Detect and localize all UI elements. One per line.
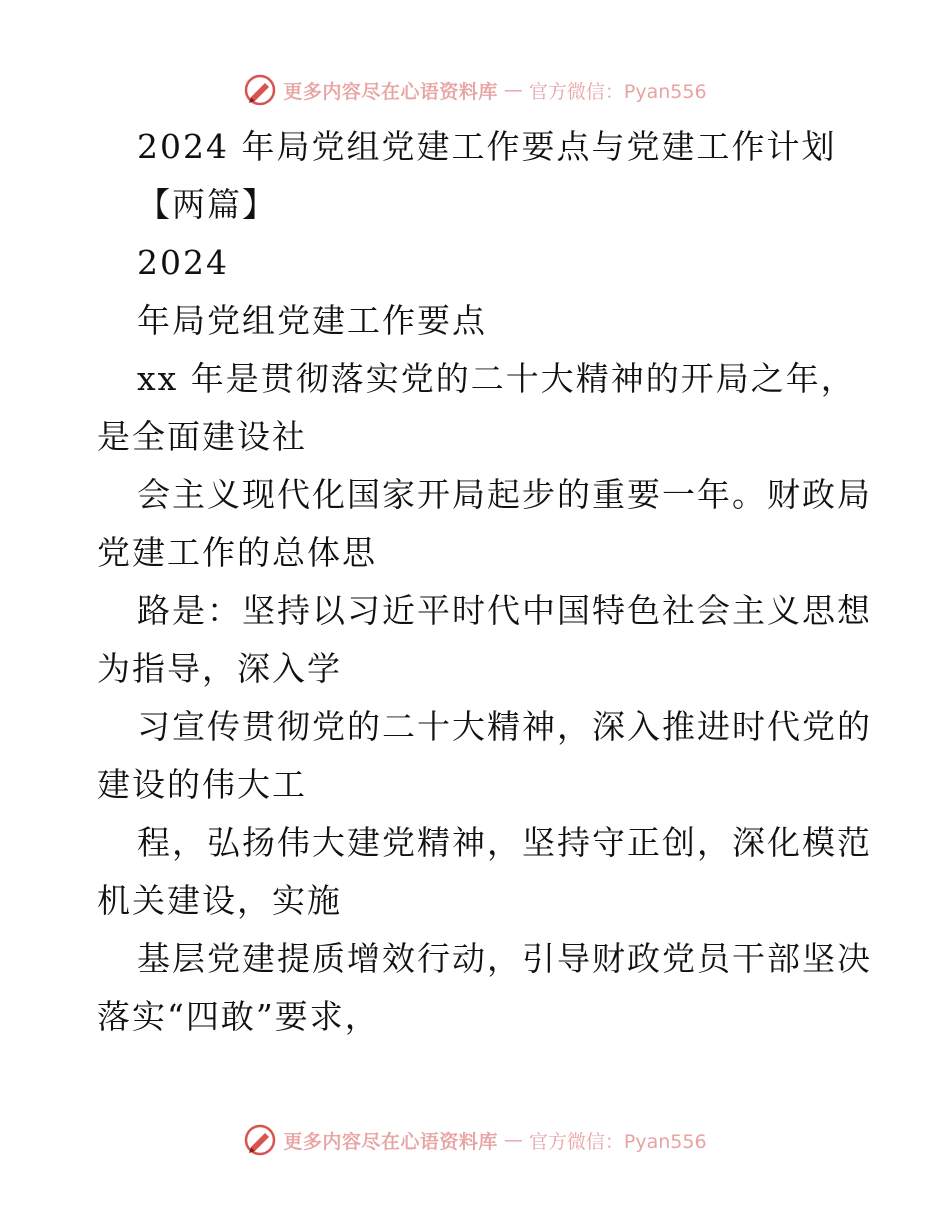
- paragraph-line: 程，弘扬伟大建党精神，坚持守正创，深化模范: [137, 823, 872, 862]
- paragraph-line: 机关建设，实施: [97, 881, 342, 920]
- paragraph-line: 会主义现代化国家开局起步的重要一年。财政局: [137, 475, 872, 514]
- paragraph-line: 落实“四敢”要求，: [97, 997, 380, 1036]
- pen-logo-icon: [243, 73, 277, 107]
- paragraph-line: 为指导，深入学: [97, 649, 342, 688]
- watermark-contact-text: 官方微信：Pyan556: [528, 1130, 707, 1153]
- section-heading-year: 2024: [137, 243, 229, 282]
- document-title-line-2: 【两篇】: [137, 185, 277, 224]
- paragraph-line: xx 年是贯彻落实党的二十大精神的开局之年，: [137, 359, 856, 398]
- paragraph-line: 习宣传贯彻党的二十大精神，深入推进时代党的: [137, 707, 872, 746]
- paragraph-line: 党建工作的总体思: [97, 533, 377, 572]
- pen-logo-icon: [243, 1123, 277, 1157]
- watermark-brand-text: 更多内容尽在心语资料库: [283, 80, 498, 103]
- footer-watermark: [0, 1120, 950, 1160]
- header-watermark: [0, 70, 950, 110]
- section-heading-title: 年局党组党建工作要点: [137, 301, 487, 340]
- paragraph-line: 是全面建设社: [97, 417, 307, 456]
- watermark-dash: —: [503, 79, 523, 101]
- document-title-line-1: 2024 年局党组党建工作要点与党建工作计划: [137, 127, 837, 166]
- watermark-brand-text: 更多内容尽在心语资料库: [283, 1130, 498, 1153]
- paragraph-line: 基层党建提质增效行动，引导财政党员干部坚决: [137, 939, 872, 978]
- watermark-dash: —: [503, 1129, 523, 1151]
- watermark-contact-text: 官方微信：Pyan556: [528, 80, 707, 103]
- paragraph-line: 建设的伟大工: [97, 765, 307, 804]
- document-body: [97, 118, 872, 1046]
- paragraph-line: 路是：坚持以习近平时代中国特色社会主义思想: [137, 591, 872, 630]
